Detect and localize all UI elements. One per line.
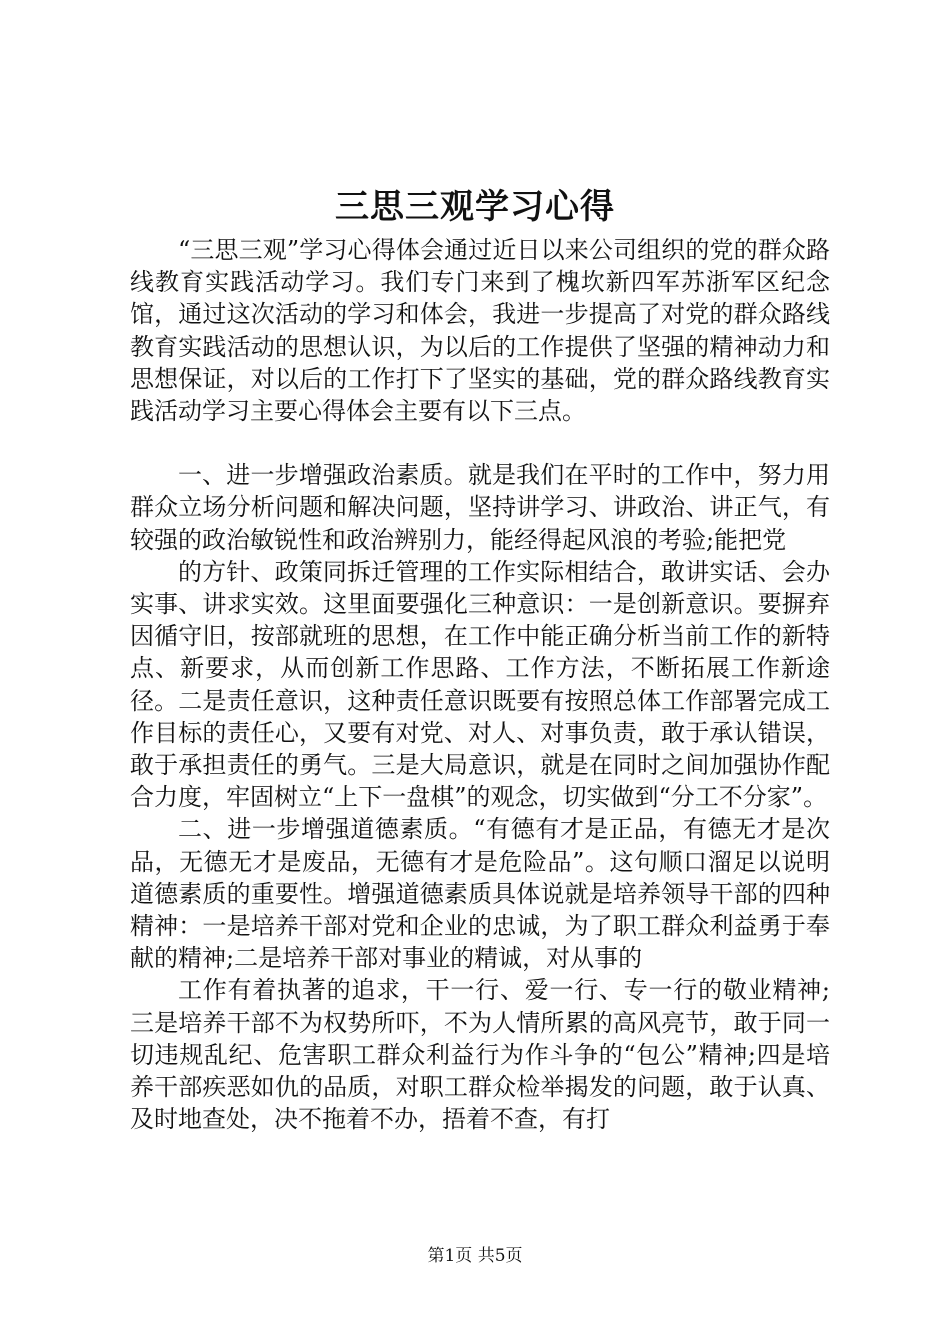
section-one-continued-paragraph: 的方针、政策同拆迁管理的工作实际相结合，敢讲实话、会办实事、讲求实效。这里面要强化三种意识：一是创新意识。要摒弃因循守旧，按部就班的思想，在工作中能正确分析当前工作的新特点、新要求，从而创新工作思路、工作方法，不断拓展工作新途径。二是责任意识，这种责任意识既要有按照总体工作部署完成工作目标的责任心，又要有对党、对人、对事负责，敢于承认错误，敢于承担责任的勇气。三是大局意识，就是在同时之间加强协作配合力度，牢固树立“上下一盘棋”的观念，切实做到“分工不分家”。 — [130, 557, 830, 812]
section-one-paragraph: 一、进一步增强政治素质。就是我们在平时的工作中，努力用群众立场分析问题和解决问题，坚持讲学习、讲政治、讲正气，有较强的政治敏锐性和政治辨别力，能经得起风浪的考验;能把党 — [130, 461, 830, 554]
section-two-paragraph: 二、进一步增强道德素质。“有德有才是正品，有德无才是次品，无德无才是废品，无德有才是危险品”。这句顺口溜足以说明道德素质的重要性。增强道德素质具体说就是培养领导干部的四种精神：一是培养干部对党和企业的忠诚，为了职工群众利益勇于奉献的精神;二是培养干部对事业的精诚，对从事的 — [130, 815, 830, 973]
section-two-continued-paragraph: 工作有着执著的追求，干一行、爱一行、专一行的敬业精神;三是培养干部不为权势所吓，不为人情所累的高风亮节，敢于同一切违规乱纪、危害职工群众利益行为作斗争的“包公”精神;四是培养干部疾恶如仇的品质，对职工群众检举揭发的问题，敢于认真、及时地查处，决不拖着不办，捂着不查，有打 — [130, 976, 830, 1134]
intro-paragraph: “三思三观”学习心得体会通过近日以来公司组织的党的群众路线教育实践活动学习。我们专门来到了槐坎新四军苏浙军区纪念馆，通过这次活动的学习和体会，我进一步提高了对党的群众路线教育实践活动的思想认识，为以后的工作提供了坚强的精神动力和思想保证，对以后的工作打下了坚实的基础，党的群众路线教育实践活动学习主要心得体会主要有以下三点。 — [130, 236, 830, 426]
document-body — [130, 234, 830, 1135]
paragraph-spacer — [130, 427, 830, 459]
document-title: 三思三观学习心得 — [335, 187, 615, 227]
page-number-footer: 第1页 共5页 — [427, 1246, 523, 1266]
